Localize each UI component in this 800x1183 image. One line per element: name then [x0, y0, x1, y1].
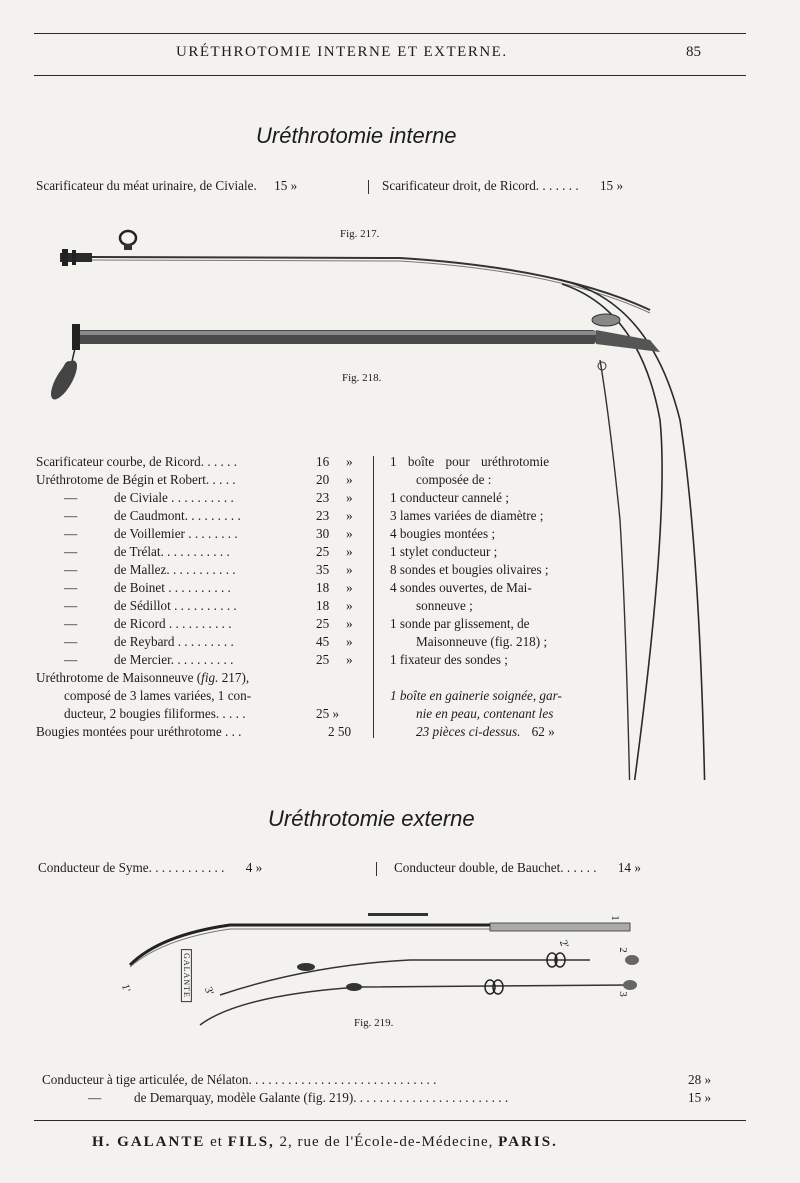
item-label: Conducteur double, de Bauchet. . . . . .	[394, 860, 597, 875]
header-bottom-rule	[34, 75, 746, 76]
maisonneuve-line-2: composé de 3 lames variées, 1 con-	[64, 688, 252, 703]
figure-caption-219: Fig. 219.	[354, 1017, 394, 1029]
fig219-label-3p: 3'	[201, 985, 216, 997]
list-item-price: 16	[316, 454, 330, 469]
list-item-unit: »	[346, 526, 353, 541]
list-item-label: de Sédillot . . . . . . . . . .	[114, 598, 237, 613]
fig219-label-2p: 2'	[556, 938, 571, 950]
page-header-title: URÉTHROTOMIE INTERNE ET EXTERNE.	[176, 44, 508, 60]
item-price: 15 »	[599, 178, 624, 193]
column-separator	[376, 862, 377, 876]
list-item-price: 35	[316, 562, 330, 577]
publisher-fils: FILS,	[227, 1134, 275, 1150]
list-item: 8 sondes et bougies olivaires ;	[390, 562, 549, 577]
list-item: 1 boîte pour uréthrotomie	[390, 454, 550, 469]
list-item-price: 15 »	[688, 1090, 712, 1105]
list-item: 4 sondes ouvertes, de Mai-	[390, 580, 532, 595]
list-item-price: 25	[316, 652, 330, 667]
list-item-label: de Civiale . . . . . . . . . .	[114, 490, 234, 505]
item-conducteur-bauchet	[394, 860, 641, 876]
column-divider	[373, 456, 374, 738]
olive-tip-icon	[485, 980, 503, 994]
list-item-dash: —	[64, 526, 78, 541]
bougies-price: 2 50	[328, 724, 352, 739]
list-item: 1 sonde par glissement, de	[390, 616, 530, 631]
list-item-label: de Boinet . . . . . . . . . .	[114, 580, 231, 595]
list-item: composée de :	[416, 472, 492, 487]
item-conducteur-syme	[38, 860, 262, 876]
list-item-label: de Reybard . . . . . . . . .	[114, 634, 234, 649]
list-item-unit: »	[346, 634, 353, 649]
header-top-rule	[34, 33, 746, 34]
text-segment: Uréthrotome de Maisonneuve (	[36, 670, 202, 685]
list-item-unit: »	[346, 580, 353, 595]
list-item-unit: »	[346, 508, 353, 523]
list-item-label: de Ricord . . . . . . . . . .	[114, 616, 232, 631]
list-item-label: de Mercier. . . . . . . . . .	[114, 652, 234, 667]
fig219-label-3: 3	[616, 991, 629, 997]
figure-caption-217: Fig. 217.	[340, 228, 380, 240]
item-label: Scarificateur du méat urinaire, de Civiale.	[36, 178, 257, 193]
item-label: Scarificateur droit, de Ricord. . . . . . .	[382, 178, 579, 193]
boite-note-line-3	[416, 724, 555, 740]
footer-rule	[34, 1120, 746, 1121]
list-item-price: 23	[316, 508, 330, 523]
list-item-unit: »	[346, 472, 353, 487]
boite-note-line-1: 1 boîte en gainerie soignée, gar-	[390, 688, 562, 703]
list-item-unit: »	[346, 490, 353, 505]
item-price: 15 »	[274, 178, 298, 193]
list-item-label: Scarificateur courbe, de Ricord. . . . . .	[36, 454, 238, 469]
fig219-label-2: 2	[616, 947, 629, 953]
publisher-name: H. GALANTE	[92, 1134, 206, 1150]
list-item: 3 lames variées de diamètre ;	[390, 508, 544, 523]
fig219-label-1: 1	[608, 915, 621, 921]
fig219-label-1p: 1'	[118, 982, 133, 994]
column-separator	[368, 180, 369, 194]
list-item-price: 25	[316, 616, 330, 631]
text-segment: 23 pièces ci-dessus.	[416, 724, 521, 739]
list-item-price: 23	[316, 490, 330, 505]
list-item-dash: —	[64, 598, 78, 613]
section-title-interne: Uréthrotomie interne	[256, 123, 457, 148]
list-item-label: de Trélat. . . . . . . . . . .	[114, 544, 230, 559]
list-item-dash: —	[88, 1090, 102, 1105]
list-item-unit: »	[346, 598, 353, 613]
list-item-label: Uréthrotome de Bégin et Robert. . . . .	[36, 472, 236, 487]
list-item-dash: —	[64, 652, 78, 667]
maisonneuve-line-3: ducteur, 2 bougies filiformes. . . . .	[64, 706, 246, 721]
list-item-unit: »	[346, 616, 353, 631]
maisonneuve-price: 25 »	[316, 706, 340, 721]
list-item-price: 20	[316, 472, 330, 487]
list-item-label: de Voillemier . . . . . . . .	[114, 526, 238, 541]
galante-brand-stamp: GALANTE	[181, 949, 192, 1002]
list-item-label: de Mallez. . . . . . . . . . .	[114, 562, 236, 577]
list-item-dash: —	[64, 508, 78, 523]
item-scarificateur-droit	[382, 178, 623, 194]
bougies-label: Bougies montées pour uréthrotome . . .	[36, 724, 242, 739]
list-item-dash: —	[64, 490, 78, 505]
list-item-price: 28 »	[688, 1072, 712, 1087]
item-price: 14 »	[617, 860, 641, 875]
list-item-price: 18	[316, 598, 330, 613]
list-item-dash: —	[64, 562, 78, 577]
boite-price: 62 »	[531, 724, 555, 739]
list-item	[36, 472, 236, 488]
list-item-price: 30	[316, 526, 330, 541]
list-item-label: de Caudmont. . . . . . . . .	[114, 508, 241, 523]
figure-caption-218: Fig. 218.	[342, 372, 382, 384]
list-item-unit: »	[346, 454, 353, 469]
list-item: 1 fixateur des sondes ;	[390, 652, 508, 667]
publisher-city: PARIS.	[498, 1134, 558, 1150]
boite-note-line-2: nie en peau, contenant les	[416, 706, 554, 721]
item-price: 4 »	[245, 860, 263, 875]
text-segment: 217),	[218, 670, 250, 685]
list-item-price: 18	[316, 580, 330, 595]
list-item-dash: —	[64, 634, 78, 649]
list-item-unit: »	[346, 652, 353, 667]
text-segment: fig.	[201, 670, 219, 685]
list-item-unit: »	[346, 544, 353, 559]
item-label: Conducteur de Syme. . . . . . . . . . . .	[38, 860, 225, 875]
item-scarificateur-civiale	[36, 178, 297, 194]
list-item: 1 conducteur cannelé ;	[390, 490, 509, 505]
list-item-price: 45	[316, 634, 330, 649]
publisher-et: et	[210, 1134, 223, 1150]
list-item-label: de Demarquay, modèle Galante (fig. 219). . . . . . . . . . . . . . . . . . . . . . . .	[134, 1090, 509, 1105]
list-item: sonneuve ;	[416, 598, 473, 613]
list-item: 4 bougies montées ;	[390, 526, 496, 541]
list-item-dash: —	[64, 544, 78, 559]
publisher-footer	[92, 1134, 558, 1151]
demarquay-conductor-illustration	[110, 905, 670, 1035]
publisher-address: 2, rue de l'École-de-Médecine,	[279, 1134, 494, 1150]
list-item: Maisonneuve (fig. 218) ;	[416, 634, 548, 649]
list-item-price: 25	[316, 544, 330, 559]
section-title-externe: Uréthrotomie externe	[268, 806, 475, 831]
list-item-unit: »	[346, 562, 353, 577]
page-number: 85	[686, 44, 701, 60]
maisonneuve-line-1	[36, 670, 249, 686]
list-item	[36, 454, 237, 470]
list-item-dash: —	[64, 616, 78, 631]
list-item: 1 stylet conducteur ;	[390, 544, 498, 559]
list-item-dash: —	[64, 580, 78, 595]
list-item-label: Conducteur à tige articulée, de Nélaton. . . . . . . . . . . . . . . . . . . . . . . . . . . . .	[42, 1072, 437, 1087]
